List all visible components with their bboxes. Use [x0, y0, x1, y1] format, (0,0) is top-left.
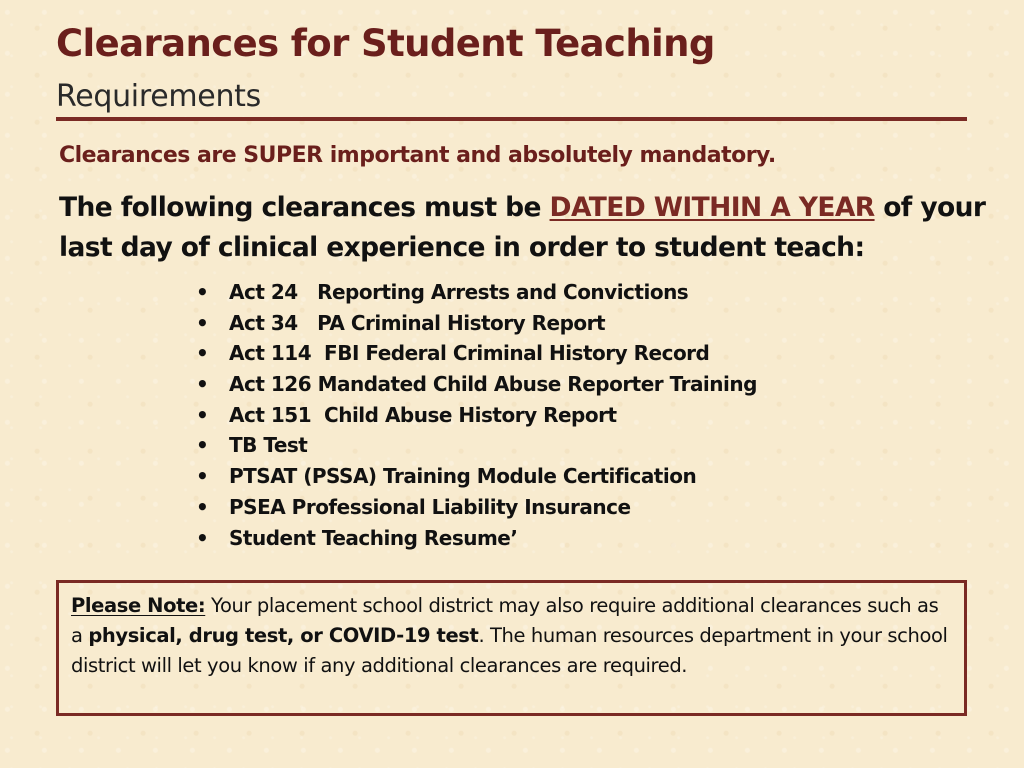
lead-text-after: of your last day of clinical experience in order to student teach: [59, 192, 986, 263]
list-item-label: TB Test [229, 433, 308, 458]
list-item [196, 338, 757, 369]
lead-emphasis: DATED WITHIN A YEAR [549, 192, 875, 223]
list-item [196, 461, 757, 492]
bullet-icon: • [196, 494, 209, 519]
list-item-label: Act 114 FBI Federal Criminal History Record [229, 341, 710, 366]
intro-statement: Clearances are SUPER important and absolutely mandatory. [59, 143, 776, 168]
note-box [56, 580, 967, 716]
lead-paragraph [59, 188, 989, 268]
list-item-label: Student Teaching Resume’ [229, 525, 518, 550]
lead-text-before: The following clearances must be [59, 192, 550, 223]
title-divider [56, 117, 967, 121]
bullet-icon: • [196, 433, 209, 458]
list-item [196, 277, 757, 308]
bullet-icon: • [196, 372, 209, 397]
bullet-icon: • [196, 402, 209, 427]
bullet-icon: • [196, 310, 209, 335]
bullet-icon: • [196, 280, 209, 304]
list-item [196, 369, 757, 400]
list-item [196, 400, 757, 431]
list-item [196, 523, 757, 554]
list-item [196, 308, 757, 339]
note-emphasis: physical, drug test, or COVID-19 test [88, 624, 479, 647]
list-item-label: Act 126 Mandated Child Abuse Reporter Training [229, 372, 757, 397]
clearance-list [196, 277, 757, 553]
list-item-label: PTSAT (PSSA) Training Module Certification [229, 464, 697, 489]
list-item [196, 492, 757, 523]
bullet-icon: • [196, 525, 209, 550]
list-item-label: Act 24 Reporting Arrests and Convictions [229, 280, 689, 304]
note-label: Please Note: [71, 594, 206, 617]
page-subtitle: Requirements [56, 79, 261, 114]
note-text-end: . The human resources department in your school district will let you know if any additional clearances are required. [71, 624, 948, 677]
page-title: Clearances for Student Teaching [56, 22, 715, 65]
list-item-label: Act 34 PA Criminal History Report [229, 310, 606, 335]
list-item-label: PSEA Professional Liability Insurance [229, 494, 631, 519]
bullet-icon: • [196, 341, 209, 366]
note-text: Your placement school district may also require additional clearances such as a [71, 594, 939, 647]
list-item-label: Act 151 Child Abuse History Report [229, 402, 617, 427]
list-item [196, 430, 757, 461]
bullet-icon: • [196, 464, 209, 489]
